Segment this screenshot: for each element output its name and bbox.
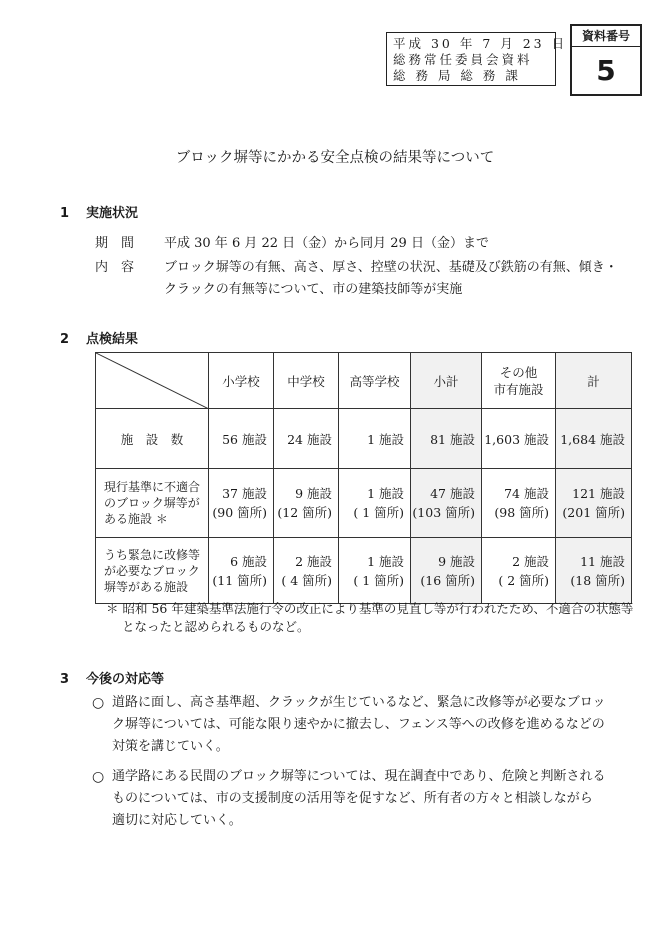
table-cell [209,409,274,469]
row-label-line: が必要なブロック [104,563,200,578]
col-header-junior-high: 中学校 [274,353,339,409]
section3-heading [60,668,164,687]
content-label: 内 容 [95,260,135,275]
cell-value: 121 施設 [572,486,625,501]
bullet2-line2: ものについては、市の支援制度の活用等を促すなど、所有者の方々と相談しながら [112,791,593,806]
cell-value: 1,603 施設 [484,431,549,447]
table-cell [411,409,482,469]
table-cell [209,469,274,538]
bullet1-line1: 道路に面し、高さ基準超、クラックが生じているなど、緊急に改修等が必要なブロッ [112,695,606,710]
table-row [96,538,632,604]
cell-count: (12 箇所) [277,505,332,520]
content-line-2: クラックの有無等について、市の建築技師等が実施 [164,282,463,297]
col-header-total: 計 [556,353,632,409]
table-cell [482,469,556,538]
col-header-other [482,353,556,409]
row-label-line: ある施設 ＊ [104,512,168,526]
cell-value: 11 施設 [580,553,625,569]
cell-count: (98 箇所) [494,505,549,520]
table-cell [411,538,482,604]
section1-number: 1 [60,206,70,221]
inspection-results-table [95,352,632,604]
cell-value: 1 施設 [367,553,404,569]
cell-value: 56 施設 [222,431,267,447]
cell-value: 74 施設 [504,486,549,501]
col-header-high-school: 高等学校 [339,353,411,409]
cell-value: 6 施設 [230,553,267,569]
row-label-line: うち緊急に改修等 [104,547,201,562]
table-cell [482,538,556,604]
meta-committee: 総務常任委員会資料 [393,52,533,67]
cell-value: 9 施設 [438,553,475,569]
cell-value: 37 施設 [222,486,267,501]
cell-count: (11 箇所) [212,572,267,588]
bullet2-line3: 適切に対応していく。 [112,813,242,828]
table-cell [556,469,632,538]
cell-count: (18 箇所) [570,572,625,588]
section1-heading [60,202,138,221]
col-header-other-line2: 市有施設 [493,381,544,397]
col-header-elementary: 小学校 [209,353,274,409]
cell-count: ( 1 箇所) [353,572,404,588]
bullet-circle: ○ [92,769,105,785]
cell-value: 1,684 施設 [560,431,625,447]
bullet1-line2: ク塀等については、可能な限り速やかに撤去し、フェンス等への改修を進めるなどの [112,717,605,732]
document-number-label: 資料番号 [572,26,640,47]
cell-count: ( 2 箇所) [498,572,549,588]
list-item [92,766,605,832]
table-cell [274,409,339,469]
cell-value: 2 施設 [512,553,549,569]
footnote-line-1: ＊ 昭和 56 年建築基準法施行令の改正により基準の見直し等が行われたため、不適合の状態等 [106,601,634,616]
cell-value: 1 施設 [367,486,404,501]
period-label: 期 間 [95,236,135,251]
table-cell [339,409,411,469]
col-header-other-line1: その他 [499,364,538,380]
cell-value: 9 施設 [295,486,332,501]
table-cell [274,538,339,604]
bullet1-line3: 対策を講じていく。 [112,739,229,754]
document-meta-box [386,32,568,86]
bullet-circle: ○ [92,695,105,711]
cell-value: 24 施設 [287,431,332,447]
row-label-urgent [96,538,209,604]
table-cell [556,409,632,469]
table-row [96,469,632,538]
table-row [96,409,632,469]
table-cell [274,469,339,538]
bullet2-line1: 通学路にある民間のブロック塀等については、現在調査中であり、危険と判断される [112,769,606,784]
table-cell [556,538,632,604]
row-label-line: 現行基準に不適合 [104,480,201,494]
section1-title: 実施状況 [86,206,139,221]
document-number-box [570,24,642,96]
cell-count: ( 1 箇所) [353,505,404,520]
meta-date: 平成 30 年 7 月 23 日 [393,36,568,51]
meta-department: 総 務 局 総 務 課 [393,68,521,83]
diagonal-line [96,353,209,409]
section2-number: 2 [60,332,70,347]
content-line-1: ブロック塀等の有無、高さ、厚さ、控壁の状況、基礎及び鉄筋の有無、傾き・ [164,260,618,275]
footnote-line-2: となったと認められるものなど。 [122,619,310,634]
cell-value: 2 施設 [295,553,332,569]
col-header-subtotal: 小計 [411,353,482,409]
period-value: 平成 30 年 6 月 22 日（金）から同月 29 日（金）まで [164,236,489,251]
document-number: 5 [596,54,616,87]
cell-count: (201 箇所) [562,505,625,520]
cell-count: (90 箇所) [212,505,267,520]
table-cell [339,538,411,604]
section2-title: 点検結果 [86,332,139,347]
row-label-line: のブロック塀等が [104,496,200,510]
section2-heading [60,328,138,347]
cell-value: 1 施設 [367,431,404,447]
cell-count: ( 4 箇所) [281,572,332,588]
page-title: ブロック塀等にかかる安全点検の結果等について [175,150,495,166]
table-cell [482,409,556,469]
section3-title: 今後の対応等 [86,672,165,687]
table-cell [339,469,411,538]
cell-count: (16 箇所) [420,572,475,588]
cell-value: 47 施設 [430,486,475,501]
section3-number: 3 [60,672,70,687]
table-cell [411,469,482,538]
cell-value: 81 施設 [430,431,475,447]
cell-count: (103 箇所) [412,505,475,520]
row-label-line: 塀等がある施設 [104,579,189,594]
table-cell [209,538,274,604]
row-label-noncompliant [96,469,209,538]
table-footnote [106,600,633,636]
row-label-facilities: 施 設 数 [96,409,209,469]
table-corner-cell [96,353,209,409]
list-item [92,692,605,758]
